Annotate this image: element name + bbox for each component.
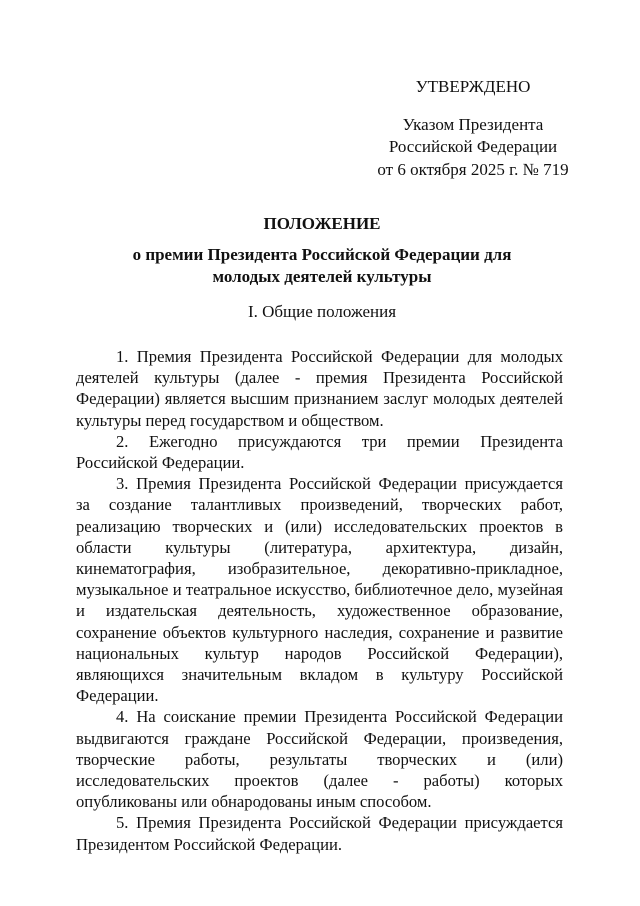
section-heading: I. Общие положения <box>247 302 397 321</box>
document-title-block <box>76 213 568 288</box>
paragraph-2: 2. Ежегодно присуждаются три премии Президента Российской Федерации. <box>76 431 563 473</box>
document-title: ПОЛОЖЕНИЕ <box>263 214 381 233</box>
approval-country-line: Российской Федерации <box>388 137 558 156</box>
paragraph-5: 5. Премия Президента Российской Федерации присуждается Президентом Российской Федерации. <box>76 813 563 854</box>
document-subtitle: о премии Президента Российской Федерации для молодых деятелей культуры <box>132 245 512 286</box>
approval-decree-line: Указом Президента <box>402 114 544 134</box>
approval-date-line: от 6 октября 2025 г. № 719 <box>377 159 569 179</box>
approval-block <box>368 76 578 181</box>
document-body <box>76 346 563 855</box>
paragraph-4: 4. На соискание премии Президента Российской Федерации выдвигаются граждане Российской Федерации, произведения, творческие работы, результаты творческих и (или) исследовательских проектов (далее - работы) которых опубликованы или обнародованы иным способом. <box>76 707 563 812</box>
paragraph-1: 1. Премия Президента Российской Федерации для молодых деятелей культуры (далее - премия Президента Российской Федерации) является высшим признанием заслуг молодых деятелей культуры перед государством и обществом. <box>76 347 563 430</box>
approval-stamp: УТВЕРЖДЕНО <box>415 77 531 96</box>
paragraph-3: 3. Премия Президента Российской Федерации присуждается за создание талантливых произведений, творческих работ, реализацию творческих и (или) исследовательских проектов в области культуры (литература, архитектура, дизайн, кинематография, изобразительное, декоративно-прикладное, музыкальное и театральное искусство, библиотечное дело, музейная и издательская деятельность, художественное образование, сохранение объектов культурного наследия, сохранение и развитие национальных культур народов Российской Федерации), являющихся значительным вкладом в культуру Российской Федерации. <box>76 474 563 706</box>
